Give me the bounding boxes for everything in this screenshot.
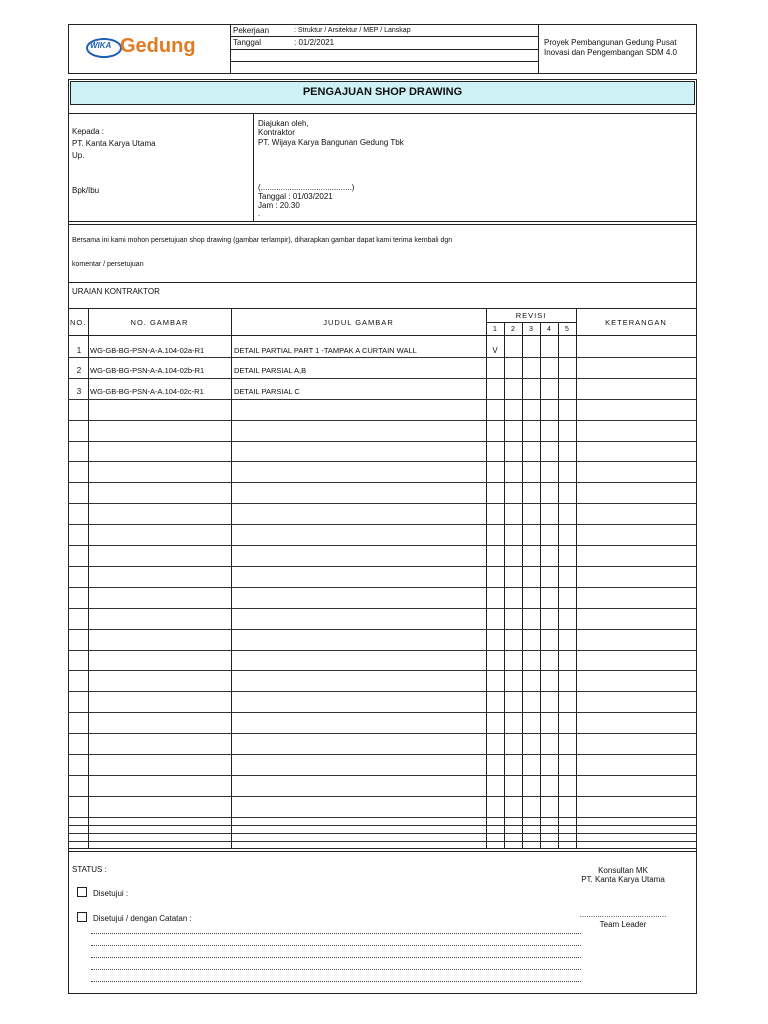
intro-text-line1: Bersama ini kami mohon persetujuan shop drawing (gambar terlampir), diharapkan gambar dapat kami terima kembali dgn — [72, 237, 453, 244]
catatan-line-4[interactable] — [91, 969, 581, 970]
row-gambar: WG-GB-BG-PSN-A-A.104-02b-R1 — [90, 366, 205, 375]
table-row-line — [68, 461, 696, 462]
table-row-line — [68, 357, 696, 358]
logo-wika-text: WIKA — [90, 41, 112, 50]
revisi-num-5: 5 — [565, 326, 569, 333]
catatan-line-3[interactable] — [91, 957, 581, 958]
diajukan-label: Diajukan oleh, — [258, 119, 309, 128]
catatan-line-1[interactable] — [91, 933, 581, 934]
row-no: 2 — [76, 366, 82, 375]
team-leader-label: Team Leader — [599, 920, 647, 929]
col-header-judul: JUDUL GAMBAR — [323, 318, 394, 327]
table-row-line — [68, 441, 696, 442]
table-row-line — [68, 399, 696, 400]
table-row-line — [68, 733, 696, 734]
table-row-line — [68, 482, 696, 483]
disetujui-catatan-label: Disetujui / dengan Catatan : — [93, 914, 192, 923]
tanggal-value: : 01/2/2021 — [294, 38, 335, 47]
disetujui-label: Disetujui : — [93, 889, 129, 898]
table-row-line — [68, 841, 696, 842]
table-row-line — [68, 796, 696, 797]
table-row-line — [68, 629, 696, 630]
disetujui-catatan-checkbox[interactable] — [77, 912, 87, 922]
col-header-keterangan: KETERANGAN — [605, 318, 667, 327]
kepada-label: Kepada : — [72, 127, 105, 136]
row-gambar: WG-GB-BG-PSN-A-A.104-02a-R1 — [90, 346, 205, 355]
table-row-line — [68, 833, 696, 834]
intro-text-line2: komentar / persetujuan — [72, 261, 144, 268]
col-header-gambar: NO. GAMBAR — [130, 318, 189, 327]
table-row-line — [68, 754, 696, 755]
table-row-line — [68, 378, 696, 379]
konsultan-company: PT. Kanta Karya Utama — [581, 875, 665, 884]
table-row-line — [68, 712, 696, 713]
uraian-heading: URAIAN KONTRAKTOR — [72, 287, 160, 296]
row-judul: DETAIL PARSIAL A,B — [234, 366, 307, 375]
catatan-line-2[interactable] — [91, 945, 581, 946]
up-label: Up. — [72, 151, 85, 160]
row-no: 3 — [76, 387, 82, 396]
col-header-no: NO. — [70, 318, 87, 327]
table-row-line — [68, 503, 696, 504]
signature-line: (.........................................) — [258, 183, 355, 192]
table-row-line — [68, 817, 696, 818]
bpk-label: Bpk/Ibu — [72, 186, 100, 195]
signature-dots: ....................................... — [579, 910, 667, 919]
project-title-line1: Proyek Pembangunan Gedung Pusat — [544, 38, 677, 47]
pekerjaan-label: Pekerjaan — [233, 26, 270, 35]
tanggal-label: Tanggal — [233, 38, 262, 47]
table-row-line — [68, 775, 696, 776]
revisi-num-3: 3 — [529, 326, 533, 333]
table-row-line — [68, 566, 696, 567]
project-title-line2: Inovasi dan Pengembangan SDM 4.0 — [544, 48, 677, 57]
col-header-revisi: REVISI — [515, 311, 547, 320]
catatan-line-5[interactable] — [91, 981, 581, 982]
address-dot: . — [258, 209, 261, 218]
table-row-line — [68, 524, 696, 525]
table-row-line — [68, 691, 696, 692]
logo-gedung-text: Gedung — [120, 35, 196, 57]
table-row-line — [68, 650, 696, 651]
recipient-company: PT. Kanta Karya Utama — [72, 139, 156, 148]
konsultan-label: Konsultan MK — [598, 866, 648, 875]
pekerjaan-value: : Struktur / Arsitektur / MEP / Lanskap — [294, 27, 411, 34]
table-row-line — [68, 420, 696, 421]
disetujui-checkbox[interactable] — [77, 887, 87, 897]
table-row-line — [68, 825, 696, 826]
revisi-num-1: 1 — [493, 326, 497, 333]
submission-time: Jam : 20.30 — [258, 201, 300, 210]
row-no: 1 — [76, 346, 82, 355]
table-row-line — [68, 608, 696, 609]
company-logo — [86, 34, 226, 62]
revisi-num-2: 2 — [511, 326, 515, 333]
kontraktor-label: Kontraktor — [258, 128, 295, 137]
submission-date: Tanggal : 01/03/2021 — [258, 192, 333, 201]
row-judul: DETAIL PARSIAL C — [234, 387, 300, 396]
row-rev1: V — [492, 346, 498, 355]
table-row-line — [68, 545, 696, 546]
table-row-line — [68, 670, 696, 671]
row-judul: DETAIL PARTIAL PART 1 -TAMPAK A CURTAIN WALL — [234, 346, 417, 355]
status-label: STATUS : — [72, 865, 107, 874]
form-box — [68, 79, 697, 994]
row-gambar: WG-GB-BG-PSN-A-A.104-02c-R1 — [90, 387, 204, 396]
page-title: PENGAJUAN SHOP DRAWING — [302, 86, 463, 98]
table-row-line — [68, 587, 696, 588]
kontraktor-name: PT. Wijaya Karya Bangunan Gedung Tbk — [258, 138, 404, 147]
revisi-num-4: 4 — [547, 326, 551, 333]
